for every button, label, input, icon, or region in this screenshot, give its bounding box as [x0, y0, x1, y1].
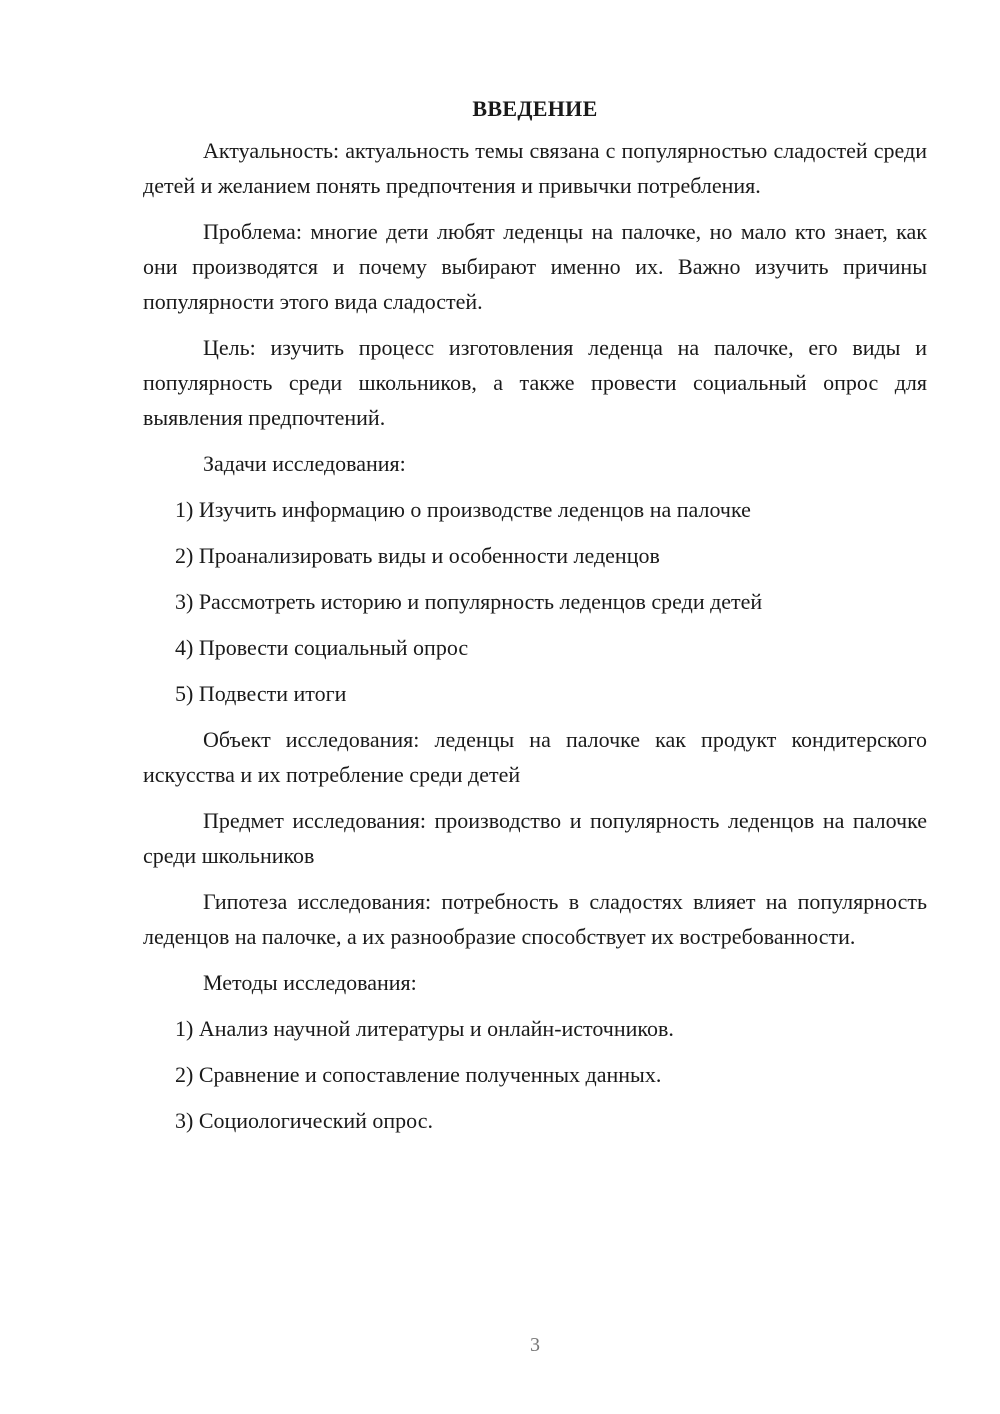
list-item: 2) Сравнение и сопоставление полученных данных.: [175, 1062, 662, 1087]
tasks-heading: Задачи исследования:: [203, 451, 406, 476]
list-item: 3) Социологический опрос.: [175, 1108, 433, 1133]
list-item: 1) Анализ научной литературы и онлайн-источников.: [175, 1016, 674, 1041]
list-item: 5) Подвести итоги: [175, 681, 347, 706]
methods-heading: Методы исследования:: [203, 970, 417, 995]
document-body: [143, 92, 927, 1149]
list-item: 2) Проанализировать виды и особенности леденцов: [175, 543, 660, 568]
goal-paragraph: Цель: изучить процесс изготовления леденца на палочке, его виды и популярность среди школьников, а также провести социальный опрос для выявления предпочтений.: [143, 335, 927, 430]
subject-paragraph: Предмет исследования: производство и популярность леденцов на палочке среди школьников: [143, 808, 927, 868]
problem-paragraph: Проблема: многие дети любят леденцы на палочке, но мало кто знает, как они производятся и почему выбирают именно их. Важно изучить причины популярности этого вида сладостей.: [143, 219, 927, 314]
methods-list: [143, 1011, 927, 1138]
list-item: 3) Рассмотреть историю и популярность леденцов среди детей: [175, 589, 763, 614]
relevance-paragraph: Актуальность: актуальность темы связана с популярностью сладостей среди детей и желанием понять предпочтения и привычки потребления.: [143, 138, 927, 198]
object-paragraph: Объект исследования: леденцы на палочке как продукт кондитерского искусства и их потребление среди детей: [143, 727, 927, 787]
hypothesis-paragraph: Гипотеза исследования: потребность в сладостях влияет на популярность леденцов на палочке, а их разнообразие способствует их востребованности.: [143, 889, 927, 949]
list-item: 1) Изучить информацию о производстве леденцов на палочке: [175, 497, 751, 522]
section-title: ВВЕДЕНИЕ: [472, 96, 598, 121]
tasks-list: [143, 492, 927, 711]
page-number: 3: [530, 1334, 540, 1356]
list-item: 4) Провести социальный опрос: [175, 635, 469, 660]
